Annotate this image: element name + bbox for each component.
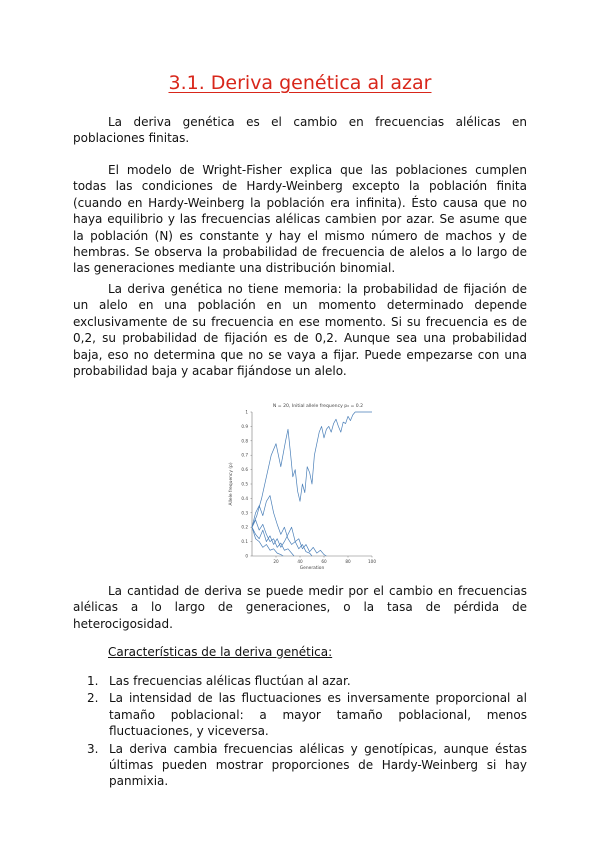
list-text: Las frecuencias alélicas fluctúan al azar. [109, 674, 351, 688]
x-tick-label: 80 [345, 559, 351, 564]
x-tick-label: 40 [297, 559, 303, 564]
y-axis-label: Allele frequency (p) [229, 462, 234, 506]
series-line-run-fixed [252, 412, 372, 527]
y-tick-label: 1 [245, 409, 248, 415]
x-axis-label: Generation [299, 566, 325, 571]
drift-chart [222, 398, 380, 574]
y-tick-label: 0.9 [241, 423, 248, 429]
characteristics-list [73, 673, 527, 791]
y-tick-label: 0.7 [241, 452, 248, 458]
drift-chart-figure [222, 398, 380, 574]
section-title: 3.1. Deriva genética al azar [168, 72, 432, 94]
x-tick-label: 100 [368, 559, 376, 564]
x-tick-label: 20 [273, 559, 279, 564]
list-item [73, 673, 527, 689]
list-item [73, 690, 527, 739]
series-line-run-lost-1 [252, 496, 312, 556]
list-number: 2. [87, 691, 99, 706]
y-tick-label: 0.2 [241, 524, 248, 530]
list-text: La deriva cambia frecuencias alélicas y genotípicas, aunque éstas últimas pueden mostrar proporciones de Hardy-Weinberg si hay panmixia. [109, 741, 527, 789]
paragraph-measure: La cantidad de deriva se puede medir por el cambio en frecuencias alélicas a lo largo de generaciones, o la tasa de pérdida de heterocigosidad. [73, 584, 527, 631]
chart-title: N = 20, Initial allele frequency p₀ = 0.2 [272, 404, 364, 409]
y-tick-label: 0.4 [241, 495, 248, 501]
paragraph-definition: La deriva genética es el cambio en frecuencias alélicas en poblaciones finitas. [73, 115, 527, 146]
characteristics-heading: Características de la deriva genética: [108, 645, 333, 659]
list-item [73, 741, 527, 790]
y-tick-label: 0 [245, 553, 248, 559]
paragraph-wright-fisher: El modelo de Wright-Fisher explica que las poblaciones cumplen todas las condiciones de Hardy-Weinberg excepto la población finita (cuando en Hardy-Weinberg la población era infinita). Ésto causa que no haya equilibrio y las frecuencias alélicas cambien por azar. Se asume que la población (N) es constante y hay el mismo número de machos y de hembras. Se observa la probabilidad de frecuencia de alelos a lo largo de las generaciones mediante una distribución binomial. [73, 163, 527, 276]
y-tick-label: 0.8 [241, 438, 248, 444]
list-number: 3. [87, 741, 99, 756]
x-tick-label: 60 [321, 559, 327, 564]
series-line-run-lost-2 [252, 527, 326, 556]
y-tick-label: 0.5 [241, 481, 248, 487]
list-text: La intensidad de las fluctuaciones es inversamente proporcional al tamaño poblacional: a mayor tamaño poblacional, menos fluctuaciones, y viceversa. [109, 691, 527, 739]
list-number: 1. [87, 674, 99, 688]
y-tick-label: 0.6 [241, 467, 248, 473]
y-tick-label: 0.3 [241, 510, 248, 516]
y-tick-label: 0.1 [241, 539, 248, 545]
paragraph-no-memory: La deriva genética no tiene memoria: la probabilidad de fijación de un alelo en una población en un momento determinado depende exclusivamente de su frecuencia en ese momento. Si su frecuencia es de 0,2, su probabilidad de fijación es de 0,2. Aunque sea una probabilidad baja, eso no determina que no se vaya a fijar. Puede empezarse con una probabilidad baja y acabar fijándose un alelo. [73, 282, 527, 379]
